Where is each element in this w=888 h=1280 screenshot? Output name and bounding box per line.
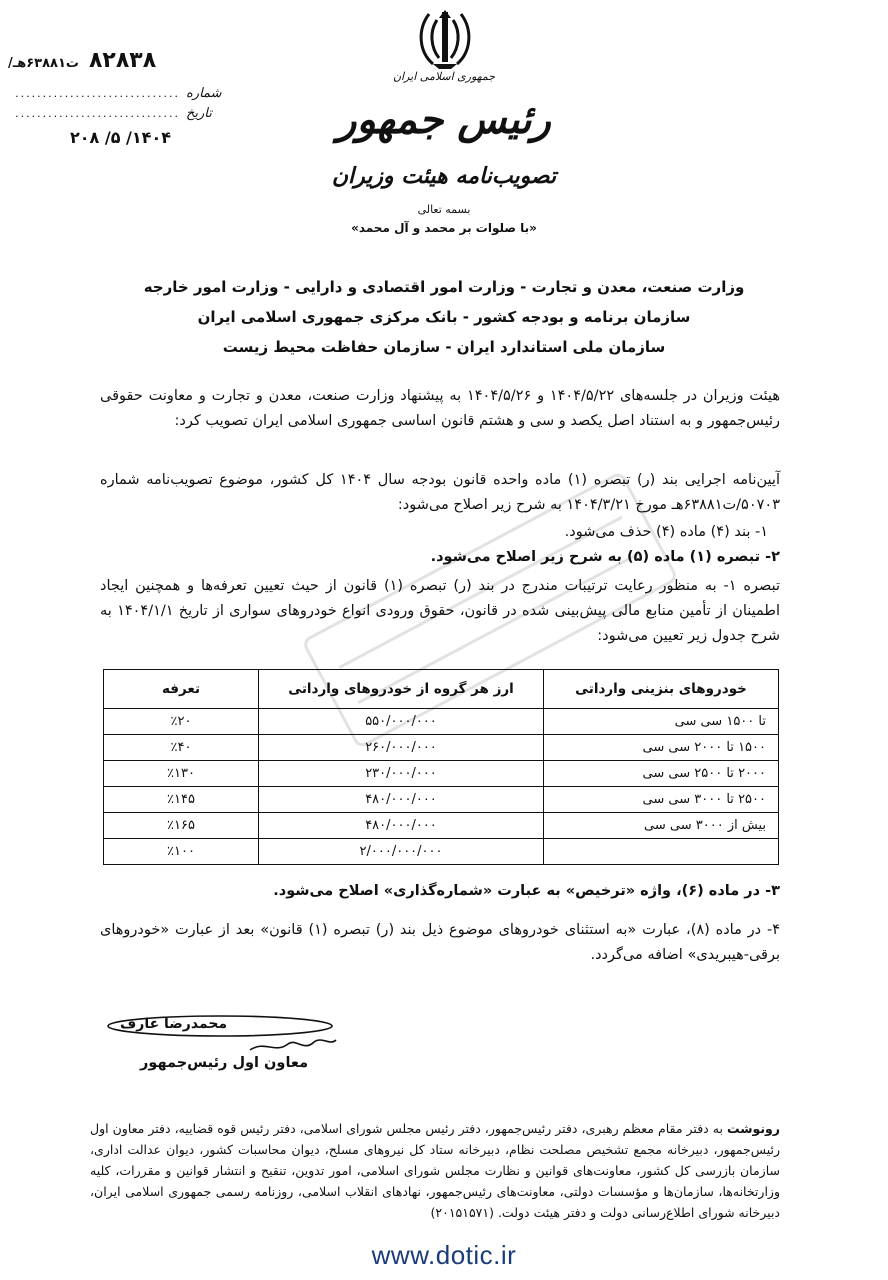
copies-list — [90, 1118, 780, 1223]
addressee-line: وزارت صنعت، معدن و تجارت - وزارت امور اقتصادی و دارایی - وزارت امور خارجه — [143, 278, 745, 296]
header-tariff: تعرفه — [104, 670, 259, 709]
header-category: خودروهای بنزینی وارداتی — [544, 670, 779, 709]
table-row — [104, 761, 779, 787]
tariff-table — [103, 669, 779, 865]
iran-emblem-icon — [415, 8, 475, 70]
copies-text: به دفتر مقام معظم رهبری، دفتر رئیس‌جمهور، دفتر رئیس مجلس شورای اسلامی، دفتر رئیس قوه قضاییه، دفتر معاون اول رئیس‌جمهور، دبیرخانه مجمع تشخیص مصلحت نظام، دبیرخانه ستاد کل نیروهای مسلح، دیوان محاسبات کشور، دیوان عدالت اداری، سازمان بازرسی کل کشور، معاونت‌های قوانین و نظارت مجلس شورای اسلامی، امور تدوین، تنقیح و انتشار قوانین و مقررات، کلیه وزارتخانه‌ها، سازمان‌ها و مؤسسات دولتی، معاونت‌های رئیس‌جمهور، نهادهای انقلاب اسلامی، روزنامه رسمی جمهوری اسلامی ایران، دبیرخانه شورای اطلاع‌رسانی دولت و دفتر هیئت دولت. (۲۰۱۵۱۵۷۱) — [90, 1121, 780, 1220]
row-tariff: ٪۱۴۵ — [104, 787, 259, 813]
row-category: تا ۱۵۰۰ سی سی — [544, 709, 779, 735]
table-row — [104, 839, 779, 865]
addressee-line: سازمان ملی استاندارد ایران - سازمان حفاظت محیط زیست — [222, 338, 666, 356]
row-category: بیش از ۳۰۰۰ سی سی — [544, 813, 779, 839]
item-3: ۳- در ماده (۶)، واژه «ترخیص» به عبارت «شماره‌گذاری» اصلاح می‌شود. — [273, 883, 780, 899]
number-label: شماره — [186, 86, 222, 101]
signatory-name: محمدرضا عارف — [120, 1016, 228, 1032]
reference-code: /ت۶۳۸۸۱هـ — [8, 56, 79, 71]
date-dots: .............................. — [15, 107, 180, 120]
number-value: ۸۲۸۳۸ — [88, 48, 157, 73]
row-currency: ۴۸۰/۰۰۰/۰۰۰ — [259, 787, 544, 813]
row-category: ۲۰۰۰ تا ۲۵۰۰ سی سی — [544, 761, 779, 787]
addressees — [0, 272, 888, 362]
table-row — [104, 735, 779, 761]
republic-name: جمهوری اسلامی ایران — [392, 70, 496, 83]
row-category — [544, 839, 779, 865]
table-header-row — [104, 670, 779, 709]
table-row — [104, 787, 779, 813]
paragraph-amendment: آیین‌نامه اجرایی بند (ر) تبصره (۱) ماده واحده قانون بودجه سال ۱۴۰۴ کل کشور، موضوع تصویب‌نامه شماره ۵۰۷۰۳/ت۶۳۸۸۱هـ مورخ ۱۴۰۴/۳/۲۱ به شرح زیر اصلاح می‌شود: — [100, 472, 780, 513]
row-currency: ۲/۰۰۰/۰۰۰/۰۰۰ — [259, 839, 544, 865]
row-category: ۱۵۰۰ تا ۲۰۰۰ سی سی — [544, 735, 779, 761]
row-currency: ۲۶۰/۰۰۰/۰۰۰ — [259, 735, 544, 761]
table-row — [104, 709, 779, 735]
item-2: ۲- تبصره (۱) ماده (۵) به شرح زیر اصلاح می‌شود. — [430, 549, 780, 565]
president-title: رئیس جمهور — [337, 96, 551, 143]
paragraph-note: تبصره ۱- به منظور رعایت ترتیبات مندرج در بند (ر) تبصره (۱) قانون از حیث تعیین تعرفه‌ها و همچنین ایجاد اطمینان از تأمین منابع مالی پیش‌بینی شده در قانون، حقوق ورودی انواع خودروهای سواری از تاریخ ۱۴۰۴/۱/۱ به شرح جدول زیر تعیین می‌شود: — [100, 578, 781, 644]
row-tariff: ٪۱۰۰ — [104, 839, 259, 865]
addressee-line: سازمان برنامه و بودجه کشور - بانک مرکزی جمهوری اسلامی ایران — [197, 308, 691, 326]
copies-label: رونوشت — [726, 1121, 780, 1136]
row-currency: ۲۳۰/۰۰۰/۰۰۰ — [259, 761, 544, 787]
row-tariff: ٪۲۰ — [104, 709, 259, 735]
row-category: ۲۵۰۰ تا ۳۰۰۰ سی سی — [544, 787, 779, 813]
row-currency: ۵۵۰/۰۰۰/۰۰۰ — [259, 709, 544, 735]
document-type: تصویب‌نامه هیئت وزیران — [331, 163, 557, 189]
number-dots: .............................. — [15, 87, 180, 100]
salawat: «با صلوات بر محمد و آل محمد» — [351, 221, 537, 235]
row-tariff: ٪۱۶۵ — [104, 813, 259, 839]
signatory-title: معاون اول رئیس‌جمهور — [140, 1055, 309, 1071]
row-tariff: ٪۱۳۰ — [104, 761, 259, 787]
item-1: ۱- بند (۴) ماده (۴) حذف می‌شود. — [564, 524, 768, 540]
header-currency: ارز هر گروه از خودروهای وارداتی — [259, 670, 544, 709]
footer-url[interactable]: www.dotic.ir — [371, 1240, 517, 1270]
date-value: ۱۴۰۴/ ۵/ ۲۰۸ — [70, 128, 171, 147]
row-tariff: ٪۴۰ — [104, 735, 259, 761]
row-currency: ۴۸۰/۰۰۰/۰۰۰ — [259, 813, 544, 839]
paragraph-preamble: هیئت وزیران در جلسه‌های ۱۴۰۴/۵/۲۲ و ۱۴۰۴/۵/۲۶ به پیشنهاد وزارت صنعت، معدن و تجارت و معاونت حقوقی رئیس‌جمهور و به استناد اصل یکصد و سی و هشتم قانون اساسی جمهوری اسلامی ایران تصویب کرد: — [100, 388, 780, 429]
basmala: بسمه تعالی — [417, 203, 471, 216]
date-label: تاریخ — [186, 106, 212, 121]
item-4: ۴- در ماده (۸)، عبارت «به استثنای خودروهای موضوع ذیل بند (ر) تبصره (۱) قانون» بعد از عبارت «خودروهای برقی-هیبریدی» اضافه می‌گردد. — [100, 922, 780, 963]
table-row — [104, 813, 779, 839]
